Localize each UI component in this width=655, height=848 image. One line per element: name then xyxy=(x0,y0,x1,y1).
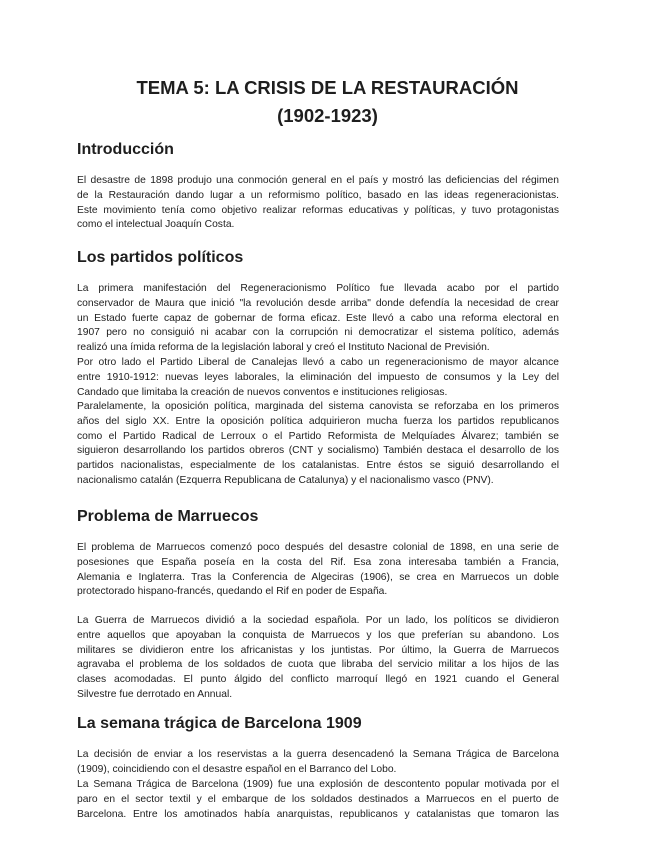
text-line: Barcelona. Entre los amotinados había anarquistas, republicanos y catalanistas que tomaron las xyxy=(77,808,559,820)
text-line: nacionalismo catalán (Ezquerra Republicana de Catalunya) y el nacionalismo vasco (PNV). xyxy=(77,474,494,486)
text-line: como el Partido Radical de Lerroux o el Partido Reformista de Melquíades Álvarez; también se xyxy=(77,430,559,442)
text-line: Por otro lado el Partido Liberal de Canalejas llevó a cabo un regeneracionismo de mayor alcance xyxy=(77,357,559,368)
paragraph-marruecos-1 xyxy=(77,541,559,600)
text-line: Silvestre fue derrotado en Annual. xyxy=(77,688,233,700)
text-line: conservador de Maura que inició "la revolución desde arriba" donde defendía la necesidad de crear xyxy=(77,297,559,309)
paragraph-semana-tragica-1 xyxy=(77,748,559,778)
text-line: (1909), coincidiendo con el desastre español en el Barranco del Lobo. xyxy=(77,763,397,775)
paragraph-marruecos-2 xyxy=(77,614,559,703)
paragraph-partidos-1 xyxy=(77,282,559,356)
paragraph-semana-tragica-2 xyxy=(77,778,559,822)
text-line: El problema de Marruecos comenzó poco después del desastre colonial de 1898, en una serie de xyxy=(77,542,559,553)
document-title: TEMA 5: LA CRISIS DE LA RESTAURACIÓN xyxy=(136,77,519,98)
text-line: años del siglo XX. Entre la oposición política adquirieron mucha fuerza los partidos republicanos xyxy=(77,415,559,427)
text-line: clases acomodadas. El punto álgido del conflicto marroquí llegó en 1921 cuando el General xyxy=(77,674,559,686)
text-line: agravaba el problema de los soldados de cuota que libraba del servicio militar a los hijos de las xyxy=(77,659,559,671)
text-line: realizó una ímida reforma de la legislación laboral y creó el Instituto Nacional de Previsión. xyxy=(77,342,490,354)
section-heading-introduccion: Introducción xyxy=(77,141,174,158)
text-line: de la Restauración dando lugar a un reformismo político, basado en las ideas regeneracionistas. xyxy=(77,189,559,201)
text-line: La decisión de enviar a los reservistas a la guerra desencadenó la Semana Trágica de Barcelona xyxy=(77,749,559,760)
text-line: un Estado fuerte capaz de gobernar de forma eficaz. Este llevó a cabo una reforma electoral en xyxy=(77,312,559,324)
text-line: posesiones que España poseía en la costa del Rif. Esa zona interesaba también a Francia, xyxy=(77,556,559,568)
text-line: como el intelectual Joaquín Costa. xyxy=(77,219,235,231)
text-line: La primera manifestación del Regeneracionismo Político fue llevada acabo por el partido xyxy=(77,283,559,294)
text-line: Alemania e Inglaterra. Tras la Conferencia de Algeciras (1906), se crea en Marruecos un doble xyxy=(77,571,559,583)
text-line: 1907 pero no consiguió ni acabar con la corrupción ni democratizar el sistema político, además xyxy=(77,327,559,339)
text-line: La Semana Trágica de Barcelona (1909) fue una explosión de descontento popular motivada por el xyxy=(77,779,559,790)
text-line: entre aquellos que apoyaban la conquista de Marruecos y los que preferían su abandono. Los xyxy=(77,629,559,641)
text-line: protectorado hispano-francés, quedando el Rif en poder de España. xyxy=(77,586,388,598)
paragraph-partidos-3 xyxy=(77,400,559,489)
section-heading-partidos-politicos: Los partidos políticos xyxy=(77,249,244,266)
text-line: militares se dividieron entre los africanistas y los juntistas. Por último, la Guerra de Marruecos xyxy=(77,644,559,656)
text-line: Este movimiento tenía como objetivo realizar reformas educativas y políticas, y tuvo protagonistas xyxy=(77,204,559,216)
text-line: partidos nacionalistas, especialmente de los catalanistas. Entre éstos se siguió desarrollando el xyxy=(77,460,559,472)
text-line: paro en el sector textil y el embarque de los soldados destinados a Marruecos en el puerto de xyxy=(77,793,559,805)
section-heading-problema-marruecos: Problema de Marruecos xyxy=(77,508,259,525)
document-title-years: (1902-1923) xyxy=(277,105,378,126)
text-line: siguieron desarrollando los partidos obreros (CNT y socialismo) También destaca el desarrollo de los xyxy=(77,445,559,457)
text-line: La Guerra de Marruecos dividió a la sociedad española. Por un lado, los políticos se dividieron xyxy=(77,615,559,626)
paragraph-partidos-2 xyxy=(77,356,559,400)
text-line: El desastre de 1898 produjo una conmoción general en el país y mostró las deficiencias del régimen xyxy=(77,175,559,186)
paragraph-introduccion xyxy=(77,174,559,233)
text-line: entre 1910-1912: nuevas leyes laborales, la eliminación del impuesto de consumos y la Ley del xyxy=(77,371,559,383)
text-line: Paralelamente, la oposición política, marginada del sistema canovista se reforzaba en los primeros xyxy=(77,401,559,412)
text-line: Candado que limitaba la creación de nuevos conventos e instituciones religiosas. xyxy=(77,386,448,398)
section-heading-semana-tragica: La semana trágica de Barcelona 1909 xyxy=(77,715,362,732)
